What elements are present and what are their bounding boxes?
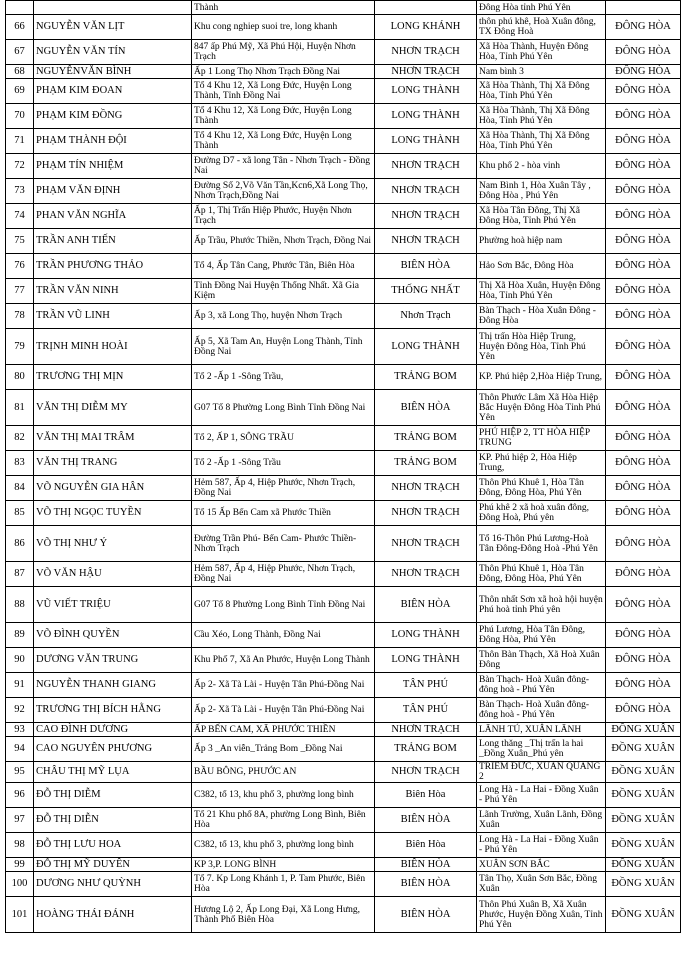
cell-stt: 67 <box>6 40 34 65</box>
table-row <box>6 762 681 783</box>
cell-hometown: Lãnh Trường, Xuân Lãnh, Đồng Xuân <box>477 808 606 833</box>
cell-name: VÕ THỊ NHƯ Ý <box>34 526 192 562</box>
cell-district: NHƠN TRẠCH <box>375 204 477 229</box>
cell-hometown: Phú khê 2 xã hoà xuân đông, Đông Hoà, Phú yên <box>477 501 606 526</box>
table-row <box>6 808 681 833</box>
cell-district: NHƠN TRẠCH <box>375 154 477 179</box>
cell-district: LONG THÀNH <box>375 329 477 365</box>
cell-region: ĐÔNG HÒA <box>606 365 681 390</box>
cell-stt: 99 <box>6 858 34 872</box>
cell-district: LONG THÀNH <box>375 79 477 104</box>
cell-region: ĐÔNG HÒA <box>606 40 681 65</box>
table-row <box>6 526 681 562</box>
cell-hometown: Long Hà - La Hai - Đồng Xuân - Phú Yên <box>477 833 606 858</box>
cell-hometown: Tân Thọ, Xuân Sơn Bắc, Đồng Xuân <box>477 872 606 897</box>
cell-stt: 93 <box>6 723 34 737</box>
cell-name: TRẦN VŨ LINH <box>34 304 192 329</box>
cell-name: PHẠM VĂN ĐỊNH <box>34 179 192 204</box>
cell-address: Tổ 4 Khu 12, Xã Long Đức, Huyện Long Thành <box>192 129 375 154</box>
cell-district: BIÊN HÒA <box>375 897 477 933</box>
cell-name: PHẠM KIM ĐỒNG <box>34 104 192 129</box>
table-row <box>6 623 681 648</box>
cell-hometown: Thôn Bàn Thạch, Xã Hoà Xuân Đông <box>477 648 606 673</box>
cell-district: BIÊN HÒA <box>375 587 477 623</box>
table-row <box>6 79 681 104</box>
table-row <box>6 65 681 79</box>
cell-hometown: Bàn Thạch- Hoà Xuân đông- đông hoà - Phú Yên <box>477 698 606 723</box>
cell-hometown: Long thăng _Thị trấn la hai _Đồng Xuân_Phú yên <box>477 737 606 762</box>
cell-name: TRẦN VĂN NINH <box>34 279 192 304</box>
cell-stt: 80 <box>6 365 34 390</box>
table-row <box>6 426 681 451</box>
cell-region: ĐÔNG HÒA <box>606 501 681 526</box>
cell-stt: 86 <box>6 526 34 562</box>
cell-region: ĐÔNG HÒA <box>606 204 681 229</box>
cell-address: Tỉnh Đồng Nai Huyện Thống Nhất. Xã Gia Kiệm <box>192 279 375 304</box>
cell-district: Biên Hòa <box>375 783 477 808</box>
cell-stt: 79 <box>6 329 34 365</box>
cell-name: PHẠM KIM ĐOAN <box>34 79 192 104</box>
cell-district: THỐNG NHẤT <box>375 279 477 304</box>
cell-district: LONG THÀNH <box>375 648 477 673</box>
cell-address: Ấp Trầu, Phước Thiền, Nhơn Trạch, Đồng Nai <box>192 229 375 254</box>
cell-name: TRẦN ANH TIẾN <box>34 229 192 254</box>
cell-stt: 81 <box>6 390 34 426</box>
table-row <box>6 723 681 737</box>
cell-hometown: Thôn Phú Xuân B, Xã Xuân Phước, Huyện Đồng Xuân, Tỉnh Phú Yên <box>477 897 606 933</box>
cell-address: Đường Số 2,Võ Văn Tần,Kcn6,Xã Long Thọ, Nhơn Trạch,Đồng Nai <box>192 179 375 204</box>
cell-address: Ấp 1, Thị Trấn Hiệp Phước, Huyện Nhơn Trạch <box>192 204 375 229</box>
cell-address: Ấp 3, xã Long Thọ, huyện Nhơn Trạch <box>192 304 375 329</box>
cell-address: Ấp 2- Xã Tà Lài - Huyện Tân Phú-Đồng Nai <box>192 673 375 698</box>
cell-region: ĐÔNG HÒA <box>606 279 681 304</box>
cell-region: ĐỒNG XUÂN <box>606 872 681 897</box>
cell-district: NHƠN TRẠCH <box>375 476 477 501</box>
cell-hometown: Đông Hòa tỉnh Phú Yên <box>477 1 606 15</box>
cell-address: Tổ 21 Khu phố 8A, phường Long Bình, Biên Hòa <box>192 808 375 833</box>
cell-stt: 76 <box>6 254 34 279</box>
table-row <box>6 129 681 154</box>
cell-hometown: Thị Xã Hòa Xuân, Huyện Đông Hòa, Tỉnh Phú Yên <box>477 279 606 304</box>
cell-hometown: Nam bình 3 <box>477 65 606 79</box>
cell-region: ĐÔNG HÒA <box>606 104 681 129</box>
cell-address: Tổ 4, Ấp Tân Cang, Phước Tân, Biên Hòa <box>192 254 375 279</box>
cell-name: VĂN THỊ MAI TRÂM <box>34 426 192 451</box>
cell-district: BIÊN HÒA <box>375 390 477 426</box>
cell-name: NGUYỄN THANH GIANG <box>34 673 192 698</box>
cell-stt: 100 <box>6 872 34 897</box>
cell-stt: 98 <box>6 833 34 858</box>
cell-region: ĐÔNG HÒA <box>606 154 681 179</box>
cell-region: ĐÔNG HÒA <box>606 229 681 254</box>
table-row <box>6 204 681 229</box>
table-row <box>6 648 681 673</box>
cell-stt: 92 <box>6 698 34 723</box>
table-row <box>6 365 681 390</box>
cell-hometown: Xã Hòa Thành, Thị Xã Đông Hòa, Tỉnh Phú Yên <box>477 79 606 104</box>
cell-name: NGUYỄNVĂN BÌNH <box>34 65 192 79</box>
cell-address: Khu cong nghiep suoi tre, long khanh <box>192 15 375 40</box>
cell-address: BẦU BÔNG, PHƯỚC AN <box>192 762 375 783</box>
cell-name: DƯƠNG VĂN TRUNG <box>34 648 192 673</box>
cell-hometown: Thôn Phước Lâm Xã Hòa Hiệp Bắc Huyện Đông Hòa Tỉnh Phú Yên <box>477 390 606 426</box>
cell-hometown: KP. Phú hiệp 2,Hòa Hiệp Trung, <box>477 365 606 390</box>
cell-address: Ấp 2- Xã Tà Lài - Huyện Tân Phú-Đồng Nai <box>192 698 375 723</box>
cell-region: ĐÔNG HÒA <box>606 79 681 104</box>
cell-address: Hẻm 587, Ấp 4, Hiệp Phước, Nhơn Trạch, Đồng Nai <box>192 562 375 587</box>
cell-address: Tổ 2 -Ấp 1 -Sông Trầu, <box>192 365 375 390</box>
cell-region: ĐÔNG HÒA <box>606 623 681 648</box>
cell-region: ĐỒNG XUÂN <box>606 897 681 933</box>
cell-hometown: thôn phú khê, Hoà Xuân đông, TX Đông Hoà <box>477 15 606 40</box>
cell-name: ĐỖ THỊ DIỄM <box>34 783 192 808</box>
cell-name: VĂN THỊ TRANG <box>34 451 192 476</box>
cell-district: NHƠN TRẠCH <box>375 501 477 526</box>
cell-district: NHƠN TRẠCH <box>375 762 477 783</box>
cell-name: VÕ VĂN HẬU <box>34 562 192 587</box>
cell-hometown: Bàn Thạch- Hoà Xuân đông- đông hoà - Phú Yên <box>477 673 606 698</box>
cell-district: TÂN PHÚ <box>375 698 477 723</box>
cell-address: Đường Trần Phú- Bến Cam- Phước Thiền-Nhơn Trạch <box>192 526 375 562</box>
cell-region: ĐÔNG HÒA <box>606 526 681 562</box>
cell-address: Thành <box>192 1 375 15</box>
cell-name: ĐỖ THỊ MỸ DUYÊN <box>34 858 192 872</box>
table-row <box>6 833 681 858</box>
table-row <box>6 562 681 587</box>
cell-region: ĐỒNG XUÂN <box>606 833 681 858</box>
cell-district: LONG THÀNH <box>375 104 477 129</box>
cell-district <box>375 1 477 15</box>
cell-region: ĐÔNG HÒA <box>606 698 681 723</box>
cell-address: Tổ 4 Khu 12, Xã Long Đức, Huyện Long Thành, Tỉnh Đồng Nai <box>192 79 375 104</box>
cell-region: ĐÔNG HÒA <box>606 179 681 204</box>
cell-name: TRỊNH MINH HOÀI <box>34 329 192 365</box>
cell-stt: 68 <box>6 65 34 79</box>
cell-stt: 101 <box>6 897 34 933</box>
table-row <box>6 476 681 501</box>
cell-hometown: TRIÊM ĐỨC, XUÂN QUANG 2 <box>477 762 606 783</box>
table-row <box>6 15 681 40</box>
cell-district: BIÊN HÒA <box>375 808 477 833</box>
cell-name: PHẠM TÍN NHIỆM <box>34 154 192 179</box>
cell-district: NHƠN TRẠCH <box>375 723 477 737</box>
cell-hometown: Long Hà - La Hai - Đồng Xuân - Phú Yên <box>477 783 606 808</box>
cell-name: VÕ NGUYỄN GIA HÂN <box>34 476 192 501</box>
cell-district: LONG THÀNH <box>375 129 477 154</box>
cell-address: Tổ 15 Ấp Bến Cam xã Phước Thiền <box>192 501 375 526</box>
table-row <box>6 872 681 897</box>
cell-stt: 85 <box>6 501 34 526</box>
table-row <box>6 698 681 723</box>
table-row <box>6 501 681 526</box>
cell-address: Ấp 5, Xã Tam An, Huyện Long Thành, Tỉnh Đồng Nai <box>192 329 375 365</box>
cell-district: TÂN PHÚ <box>375 673 477 698</box>
cell-address: C382, tổ 13, khu phố 3, phường long bình <box>192 783 375 808</box>
cell-address: C382, tổ 13, khu phố 3, phường long bình <box>192 833 375 858</box>
table-row <box>6 179 681 204</box>
cell-address: Đường D7 - xã long Tân - Nhơn Trạch - Đồng Nai <box>192 154 375 179</box>
table-row <box>6 390 681 426</box>
table-row <box>6 737 681 762</box>
cell-address: Tổ 2 -Ấp 1 -Sông Trầu <box>192 451 375 476</box>
cell-region: ĐÔNG HÒA <box>606 673 681 698</box>
cell-hometown: Tổ 16-Thôn Phú Lương-Hoà Tân Đông-Đông Hoà -Phú Yên <box>477 526 606 562</box>
cell-stt: 69 <box>6 79 34 104</box>
table-row <box>6 673 681 698</box>
cell-address: Khu Phố 7, Xã An Phước, Huyện Long Thành <box>192 648 375 673</box>
cell-district: TRẢNG BOM <box>375 365 477 390</box>
cell-region: ĐỒNG XUÂN <box>606 858 681 872</box>
cell-address: Tổ 2, ẤP 1, SÔNG TRẦU <box>192 426 375 451</box>
cell-hometown: Hảo Sơn Bắc, Đông Hòa <box>477 254 606 279</box>
cell-stt: 73 <box>6 179 34 204</box>
cell-region: ĐÔNG HÒA <box>606 587 681 623</box>
cell-address: ẤP BẾN CAM, XÃ PHƯỚC THIỀN <box>192 723 375 737</box>
cell-region <box>606 1 681 15</box>
cell-district: NHƠN TRẠCH <box>375 526 477 562</box>
cell-hometown: PHÚ HIỆP 2, TT HÒA HIỆP TRUNG <box>477 426 606 451</box>
cell-stt: 97 <box>6 808 34 833</box>
cell-address: Hương Lộ 2, Ấp Long Đại, Xã Long Hưng, Thành Phố Biên Hòa <box>192 897 375 933</box>
cell-name <box>34 1 192 15</box>
cell-name: CAO NGUYÊN PHƯƠNG <box>34 737 192 762</box>
cell-stt: 82 <box>6 426 34 451</box>
cell-address: Tổ 7. Kp Long Khánh 1, P. Tam Phước, Biên Hòa <box>192 872 375 897</box>
table-row <box>6 279 681 304</box>
cell-region: ĐỒNG XUÂN <box>606 783 681 808</box>
cell-name: VĂN THỊ DIỄM MY <box>34 390 192 426</box>
cell-region: ĐỒNG XUÂN <box>606 723 681 737</box>
cell-district: NHƠN TRẠCH <box>375 562 477 587</box>
cell-stt: 84 <box>6 476 34 501</box>
cell-region: ĐÔNG HÒA <box>606 476 681 501</box>
cell-region: ĐÔNG HÒA <box>606 329 681 365</box>
cell-hometown: Phường hoà hiệp nam <box>477 229 606 254</box>
table-row <box>6 897 681 933</box>
cell-hometown: Thôn nhất Sơn xã hoà hội huyện Phú hoà tỉnh Phú yên <box>477 587 606 623</box>
cell-name: VÕ THỊ NGỌC TUYỀN <box>34 501 192 526</box>
cell-stt: 78 <box>6 304 34 329</box>
cell-stt <box>6 1 34 15</box>
cell-stt: 89 <box>6 623 34 648</box>
table-row-continued <box>6 1 681 15</box>
cell-name: VÕ ĐÌNH QUYỀN <box>34 623 192 648</box>
table-row <box>6 304 681 329</box>
cell-hometown: LÃNH TÚ, XUÂN LÃNH <box>477 723 606 737</box>
cell-hometown: Xã Hòa Tân Đông, Thị Xã Đông Hòa, Tỉnh Phú Yên <box>477 204 606 229</box>
table-row <box>6 104 681 129</box>
cell-name: VŨ VIẾT TRIỆU <box>34 587 192 623</box>
cell-district: BIÊN HÒA <box>375 872 477 897</box>
cell-district: LONG KHÁNH <box>375 15 477 40</box>
cell-address: Hẻm 587, Ấp 4, Hiệp Phước, Nhơn Trạch, Đồng Nai <box>192 476 375 501</box>
cell-district: Nhơn Trạch <box>375 304 477 329</box>
cell-hometown: Phú Lương, Hòa Tân Đông, Đông Hòa, Phú Yên <box>477 623 606 648</box>
cell-district: TRẢNG BOM <box>375 451 477 476</box>
cell-stt: 91 <box>6 673 34 698</box>
cell-name: DƯƠNG NHƯ QUỲNH <box>34 872 192 897</box>
table-row <box>6 154 681 179</box>
cell-name: ĐỖ THỊ LƯU HOA <box>34 833 192 858</box>
cell-name: NGUYỄN VĂN TÍN <box>34 40 192 65</box>
cell-region: ĐÔNG HÒA <box>606 129 681 154</box>
cell-region: ĐÔNG HÒA <box>606 390 681 426</box>
cell-stt: 66 <box>6 15 34 40</box>
table-row <box>6 254 681 279</box>
cell-hometown: XUÂN SƠN BẮC <box>477 858 606 872</box>
cell-stt: 87 <box>6 562 34 587</box>
cell-region: ĐỒNG XUÂN <box>606 808 681 833</box>
cell-address: 847 ấp Phú Mỹ, Xã Phú Hội, Huyện Nhơn Trạch <box>192 40 375 65</box>
cell-region: ĐÔNG HÒA <box>606 304 681 329</box>
cell-district: NHƠN TRẠCH <box>375 229 477 254</box>
cell-region: ĐÔNG HÒA <box>606 648 681 673</box>
cell-region: ĐỒNG XUÂN <box>606 762 681 783</box>
cell-address: Ấp 1 Long Thọ Nhơn Trạch Đồng Nai <box>192 65 375 79</box>
cell-address: KP 3,P. LONG BÌNH <box>192 858 375 872</box>
cell-district: TRẢNG BOM <box>375 737 477 762</box>
cell-name: CHÂU THỊ MỸ LỤA <box>34 762 192 783</box>
cell-hometown: Khu phố 2 - hòa vinh <box>477 154 606 179</box>
cell-stt: 90 <box>6 648 34 673</box>
table-row <box>6 229 681 254</box>
cell-region: ĐÔNG HÒA <box>606 451 681 476</box>
cell-name: TRẦN PHƯƠNG THẢO <box>34 254 192 279</box>
cell-stt: 75 <box>6 229 34 254</box>
cell-region: ĐÔNG HÒA <box>606 562 681 587</box>
cell-region: ĐÔNG HÒA <box>606 254 681 279</box>
cell-district: NHƠN TRẠCH <box>375 179 477 204</box>
cell-district: NHƠN TRẠCH <box>375 40 477 65</box>
cell-name: ĐỖ THỊ DIỄN <box>34 808 192 833</box>
cell-address: G07 Tổ 8 Phường Long Bình Tỉnh Đồng Nai <box>192 587 375 623</box>
cell-hometown: Xã Hòa Thành, Thị Xã Đông Hòa, Tỉnh Phú Yên <box>477 129 606 154</box>
cell-name: CAO ĐÌNH DƯƠNG <box>34 723 192 737</box>
cell-stt: 77 <box>6 279 34 304</box>
cell-hometown: Thôn Phú Khuê 1, Hòa Tân Đông, Đông Hòa, Phú Yên <box>477 476 606 501</box>
cell-district: BIÊN HÒA <box>375 858 477 872</box>
table-row <box>6 329 681 365</box>
cell-stt: 95 <box>6 762 34 783</box>
cell-district: Biên Hòa <box>375 833 477 858</box>
table-row <box>6 451 681 476</box>
cell-name: PHẠM THÀNH ĐỘI <box>34 129 192 154</box>
cell-hometown: Thôn Phú Khuê 1, Hòa Tân Đông, Đông Hòa, Phú Yên <box>477 562 606 587</box>
cell-hometown: Bàn Thạch - Hòa Xuân Đông - Đông Hòa <box>477 304 606 329</box>
cell-address: Ấp 3 _An viễn_Trảng Bom _Đồng Nai <box>192 737 375 762</box>
cell-hometown: KP. Phú hiệp 2, Hòa Hiệp Trung, <box>477 451 606 476</box>
cell-name: HOÀNG THÁI ĐÁNH <box>34 897 192 933</box>
cell-name: NGUYỄN VĂN LỊT <box>34 15 192 40</box>
table-row <box>6 783 681 808</box>
cell-stt: 94 <box>6 737 34 762</box>
cell-stt: 74 <box>6 204 34 229</box>
table-row <box>6 858 681 872</box>
cell-stt: 70 <box>6 104 34 129</box>
cell-hometown: Nam Bình 1, Hòa Xuân Tây , Đông Hòa , Phú Yên <box>477 179 606 204</box>
cell-name: TRƯƠNG THỊ MỊN <box>34 365 192 390</box>
cell-stt: 72 <box>6 154 34 179</box>
cell-hometown: Xã Hòa Thành, Thị Xã Đông Hòa, Tỉnh Phú Yên <box>477 104 606 129</box>
cell-address: Tổ 4 Khu 12, Xã Long Đức, Huyện Long Thành <box>192 104 375 129</box>
cell-name: PHAN VĂN NGHĨA <box>34 204 192 229</box>
cell-region: ĐÔNG HÒA <box>606 65 681 79</box>
cell-region: ĐÔNG HÒA <box>606 15 681 40</box>
cell-district: NHƠN TRẠCH <box>375 65 477 79</box>
cell-hometown: Xã Hòa Thành, Huyện Đông Hòa, Tỉnh Phú Yên <box>477 40 606 65</box>
cell-address: Cầu Xéo, Long Thành, Đồng Nai <box>192 623 375 648</box>
cell-district: BIÊN HÒA <box>375 254 477 279</box>
cell-stt: 83 <box>6 451 34 476</box>
cell-name: TRƯƠNG THỊ BÍCH HẰNG <box>34 698 192 723</box>
table-row <box>6 40 681 65</box>
cell-district: TRẢNG BOM <box>375 426 477 451</box>
cell-stt: 96 <box>6 783 34 808</box>
cell-address: G07 Tổ 8 Phường Long Bình Tỉnh Đồng Nai <box>192 390 375 426</box>
cell-region: ĐÔNG HÒA <box>606 426 681 451</box>
cell-stt: 88 <box>6 587 34 623</box>
table-row <box>6 587 681 623</box>
cell-region: ĐỒNG XUÂN <box>606 737 681 762</box>
registration-table <box>5 0 681 933</box>
cell-hometown: Thị trấn Hòa Hiệp Trung, Huyện Đông Hòa, Tỉnh Phú Yên <box>477 329 606 365</box>
cell-stt: 71 <box>6 129 34 154</box>
cell-district: LONG THÀNH <box>375 623 477 648</box>
